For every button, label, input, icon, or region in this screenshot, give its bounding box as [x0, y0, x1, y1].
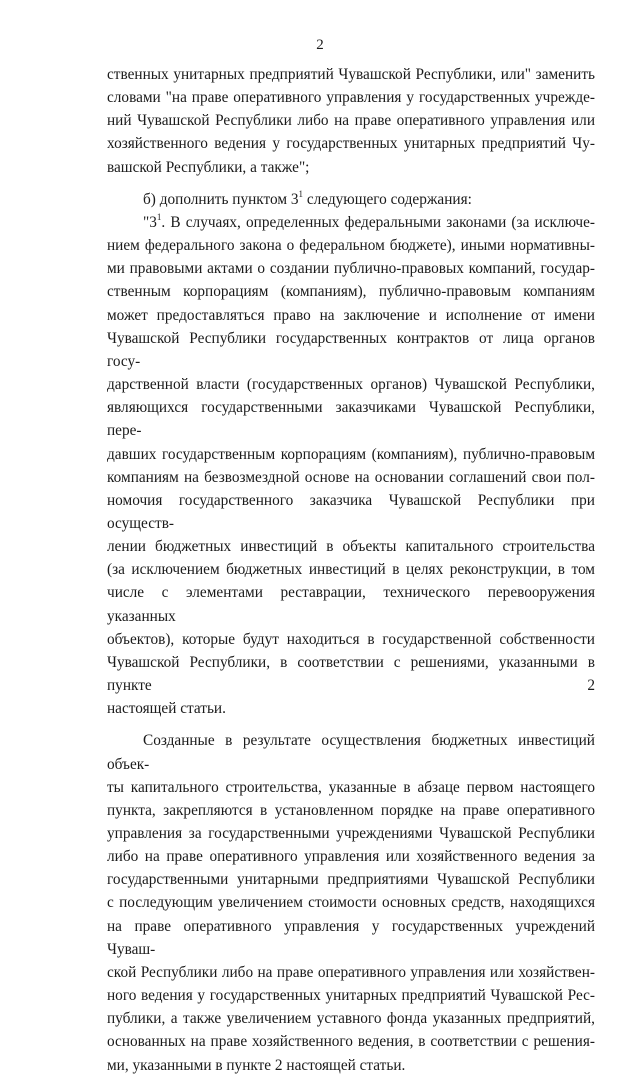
text-span: б) дополнить пунктом 3	[143, 190, 299, 208]
text-line: числе с элементами реставрации, технического перевооружения указанных	[107, 584, 595, 625]
text-line: Созданные в результате осуществления бюджетных инвестиций объек-	[107, 732, 595, 773]
text-line: давших государственным корпорациям (компаниям), публично-правовым	[107, 445, 595, 463]
text-line: являющихся государственными заказчиками Чувашской Республики, пере-	[107, 399, 595, 440]
text-line: может предоставляться право на заключение и исполнение от имени	[107, 306, 595, 324]
text-line: основанных на праве хозяйственного ведения, в соответствии с решения-	[107, 1033, 595, 1051]
text-line: ственных унитарных предприятий Чувашской Республики, или" заменить	[107, 66, 595, 83]
clause-3-1-line	[107, 211, 595, 234]
text-line: ний Чувашской Республики либо на праве оперативного управления или	[107, 112, 595, 130]
text-line: ской Республики либо на праве оперативного управления или хозяйствен-	[107, 963, 595, 981]
text-line: номочия государственного заказчика Чувашской Республики при осуществ-	[107, 491, 595, 532]
text-line: хозяйственного ведения у государственных унитарных предприятий Чу-	[107, 135, 595, 153]
superscript: 1	[156, 211, 162, 222]
text-line: ми, указанными в пункте 2 настоящей статьи.	[107, 1056, 406, 1074]
text-line: ты капитального строительства, указанные в абзаце первом настоящего	[107, 778, 595, 796]
superscript: 1	[298, 188, 304, 199]
page-number: 2	[316, 37, 324, 53]
text-line: либо на праве оперативного управления или хозяйственного ведения за	[107, 848, 595, 866]
text-span: следующего содержания:	[306, 190, 472, 208]
text-line: настоящей статьи.	[107, 700, 226, 718]
text-line: вашской Республики, а также";	[107, 158, 310, 176]
text-line: Чувашской Республики государственных контрактов от лица органов госу-	[107, 329, 595, 370]
amendment-b-line	[107, 188, 595, 211]
text-line: управления за государственными учреждениями Чувашской Республики	[107, 825, 595, 842]
text-line: ми правовыми актами о создании публично-правовых компаний, государ-	[107, 260, 595, 278]
text-line: государственными унитарными предприятиями Чувашской Республики	[107, 871, 595, 889]
text-line: объектов), которые будут находиться в государственной собственности	[107, 630, 595, 648]
text-line: лении бюджетных инвестиций в объекты капитального строительства	[107, 538, 595, 556]
text-line: Чувашской Республики, в соответствии с решениями, указанными в пункте 2	[107, 653, 595, 695]
text-line: ственным корпорациям (компаниям), публично-правовым компаниям	[107, 283, 595, 301]
text-line: с последующим увеличением стоимости основных средств, находящихся	[107, 894, 595, 912]
text-line: компаниям на безвозмездной основе на основании соглашений свои пол-	[107, 468, 595, 486]
document-body	[107, 63, 595, 1077]
text-line: пункта, закрепляются в установленном порядке на праве оперативного	[107, 801, 595, 819]
text-line: (за исключением бюджетных инвестиций в целях реконструкции, в том	[107, 561, 595, 579]
text-span: "3	[143, 213, 157, 231]
text-line: публики, а также увеличением уставного фонда указанных предприятий,	[107, 1010, 595, 1028]
text-span: . В случаях, определенных федеральными законами (за исключе-	[161, 213, 595, 231]
text-line: нием федерального закона о федеральном бюджете), иными нормативны-	[107, 237, 595, 255]
text-line: дарственной власти (государственных органов) Чувашской Республики,	[107, 376, 595, 394]
text-line: словами "на праве оперативного управления у государственных учрежде-	[107, 89, 595, 107]
text-line: ного ведения у государственных унитарных предприятий Чувашской Рес-	[107, 987, 595, 1005]
text-line: на праве оперативного управления у государственных учреждений Чуваш-	[107, 917, 595, 958]
